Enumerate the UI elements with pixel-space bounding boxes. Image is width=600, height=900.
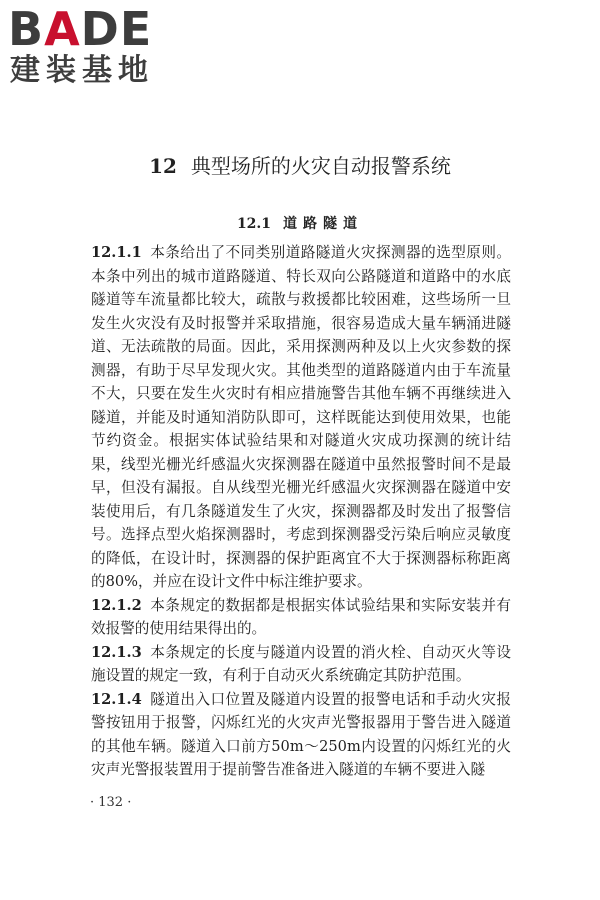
logo-subtitle: 建装基地	[10, 53, 154, 88]
bade-logo	[8, 4, 178, 94]
clause-text: 隧道出入口位置及隧道内设置的报警电话和手动火灾报警按钮用于报警，闪烁红光的火灾声光警报器用于警告进入隧道的其他车辆。隧道入口前方50m～250m内设置的闪烁红光的火灾声光警报装置用于提前警告准备进入隧道的车辆不要进入隧	[91, 690, 511, 778]
clause-paragraph	[91, 688, 511, 782]
clause-paragraph	[91, 594, 511, 641]
chapter-number: 12	[149, 154, 177, 178]
clause-text: 本条规定的长度与隧道内设置的消火栓、自动灭火等设施设置的规定一致，有利于自动灭火系统确定其防护范围。	[91, 643, 511, 684]
chapter-name: 典型场所的火灾自动报警系统	[190, 154, 451, 178]
clause-text: 本条给出了不同类别道路隧道火灾探测器的选型原则。本条中列出的城市道路隧道、特长双向公路隧道和道路中的水底隧道等车流量都比较大，疏散与救援都比较困难，这些场所一旦发生火灾没有及时报警并采取措施，很容易造成大量车辆涌进隧道、无法疏散的局面。因此，采用探测两种及以上火灾参数的探测器，有助于尽早发现火灾。其他类型的道路隧道内由于车流量不大，只要在发生火灾时有相应措施警告其他车辆不再继续进入隧道，并能及时通知消防队即可，这样既能达到使用效果，也能节约资金。根据实体试验结果和对隧道火灾成功探测的统计结果，线型光栅光纤感温火灾探测器在隧道中虽然报警时间不是最早，但没有漏报。自从线型光栅光纤感温火灾探测器在隧道中安装使用后，有几条隧道发生了火灾，探测器都及时发出了报警信号。选择点型火焰探测器时，考虑到探测器受污染后响应灵敏度的降低，在设计时，探测器的保护距离宜不大于探测器标称距离的80%，并应在设计文件中标注维护要求。	[91, 244, 511, 590]
section-number: 12.1	[236, 216, 272, 232]
clause-number: 12.1.3	[91, 643, 142, 661]
clause-number: 12.1.1	[91, 244, 142, 261]
logo-letter-a-accent: A	[44, 2, 81, 56]
page-number: · 132 ·	[90, 795, 132, 810]
clause-text: 本条规定的数据都是根据实体试验结果和实际安装并有效报警的使用结果得出的。	[91, 596, 511, 637]
logo-letter-b: B	[8, 2, 45, 56]
clause-number: 12.1.2	[91, 596, 142, 614]
chapter-title	[0, 152, 600, 180]
logo-wordmark	[8, 4, 152, 54]
clause-paragraph	[91, 641, 511, 688]
section-title	[0, 214, 600, 234]
body-content	[91, 241, 511, 782]
section-name: 道路隧道	[283, 216, 364, 232]
clause-paragraph	[91, 241, 511, 594]
clause-number: 12.1.4	[91, 690, 142, 708]
logo-letters-de: DE	[80, 2, 153, 56]
